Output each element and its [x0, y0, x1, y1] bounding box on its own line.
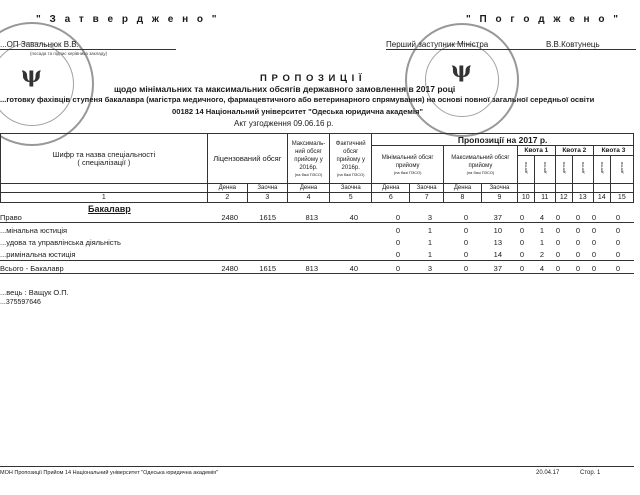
left-seal-emblem: ψ — [21, 62, 42, 88]
cell-c11: 1 — [539, 226, 544, 235]
cell-c6: 0 — [395, 264, 400, 273]
cell-c14: 0 — [591, 226, 596, 235]
row-label: ...римінальна юстиція — [0, 250, 76, 259]
cell-c7: 1 — [427, 238, 432, 247]
approval-title: " З а т в е р д ж е н о " — [36, 14, 220, 25]
agreement-signer-name: В.В.Ковтунець — [546, 40, 600, 49]
cell-c7: 1 — [427, 226, 432, 235]
cell-c8: 0 — [463, 226, 468, 235]
cell-c13: 0 — [575, 226, 580, 235]
cell-c11: 4 — [539, 264, 544, 273]
row-label: Право — [0, 213, 22, 222]
cell-c10: 0 — [519, 238, 524, 247]
cell-c8: 0 — [463, 213, 468, 222]
cell-c6: 0 — [395, 226, 400, 235]
cell-c12: 0 — [555, 226, 560, 235]
document-title: П Р О П О З И Ц І Ї — [260, 73, 363, 84]
cell-c6: 0 — [395, 213, 400, 222]
document-subtitle: щодо мінімальних та максимальних обсягів державного замовлення в 2017 році — [114, 84, 456, 94]
cell-c7: 3 — [427, 213, 432, 222]
agreement-title: " П о г о д ж е н о " — [466, 14, 621, 25]
cell-c9: 14 — [493, 250, 502, 259]
right-seal-emblem: ψ — [451, 57, 472, 83]
executor-name: ...вець : Ващук О.П. — [0, 288, 69, 297]
section-title: Бакалавр — [88, 204, 131, 214]
header-quota-2: Квота 2 — [555, 146, 593, 156]
cell-c14: 0 — [591, 213, 596, 222]
approval-act: Акт узгодження 09.06.16 р. — [234, 119, 334, 128]
cell-c5: 40 — [349, 264, 358, 273]
table-row — [0, 238, 634, 249]
cell-c3: 1615 — [259, 264, 276, 273]
cell-c3: 1615 — [259, 213, 276, 222]
cell-c13: 0 — [575, 238, 580, 247]
document-basis: ...готовку фахівців ступеня бакалавра (магістра медичного, фармацевтичного або ветеринарного спрямування) на основі повної загальної середньої освіти — [0, 95, 595, 104]
cell-c10: 0 — [519, 264, 524, 273]
footer-date: 20.04.17 — [536, 470, 560, 476]
approval-caption: (посада та підпис керівника закладу) — [30, 51, 108, 56]
header-min: Мінімальний обсяг прийому (на базі ПЗСО) — [372, 146, 444, 184]
header-quota-1: Квота 1 — [517, 146, 555, 156]
cell-c8: 0 — [463, 250, 468, 259]
cell-c14: 0 — [591, 264, 596, 273]
row-label: Всього - Бакалавр — [0, 264, 64, 273]
cell-c7: 3 — [427, 264, 432, 273]
cell-c7: 1 — [427, 250, 432, 259]
institution-name: 00182 14 Національний університет "Одеська юридична академія" — [172, 107, 423, 116]
cell-c9: 13 — [493, 238, 502, 247]
cell-c12: 0 — [555, 264, 560, 273]
cell-c13: 0 — [575, 264, 580, 273]
header-license: Ліцензований обсяг — [207, 134, 287, 184]
cell-c8: 0 — [463, 264, 468, 273]
header-quota-3: Квота 3 — [593, 146, 633, 156]
cell-c9: 37 — [493, 264, 502, 273]
header-day: Денна — [207, 184, 247, 193]
row-label: ...удова та управлінська діяльність — [0, 238, 121, 247]
executor-phone: ...375597646 — [0, 299, 41, 306]
header-proposals-2017: Пропозиції на 2017 р. — [372, 134, 634, 146]
cell-c13: 0 — [575, 250, 580, 259]
cell-c10: 0 — [519, 250, 524, 259]
cell-c5: 40 — [349, 213, 358, 222]
cell-c12: 0 — [555, 250, 560, 259]
cell-c15: 0 — [615, 213, 620, 222]
cell-c12: 0 — [555, 213, 560, 222]
cell-c14: 0 — [591, 250, 596, 259]
cell-c4: 813 — [305, 213, 318, 222]
approval-signer: ...ОП Завальнюк В.В. — [0, 40, 79, 49]
header-max: Максимальний обсяг прийому (на базі ПЗСО) — [444, 146, 518, 184]
table-row — [0, 226, 634, 237]
cell-c12: 0 — [555, 238, 560, 247]
cell-c2: 2480 — [221, 264, 238, 273]
row-label: ...мінальна юстиція — [0, 226, 68, 235]
cell-c11: 2 — [539, 250, 544, 259]
cell-c6: 0 — [395, 250, 400, 259]
cell-c8: 0 — [463, 238, 468, 247]
cell-c15: 0 — [615, 264, 620, 273]
cell-c10: 0 — [519, 226, 524, 235]
proposal-table-header: Шифр та назва спеціальності ( спеціалізації ) Ліцензований обсяг Максималь-ний обсяг прийому у 2016р. (на базі ПЗСО) Фактичний обсяг прийому у 2016р. (на базі ПЗСО) Пропозиції на 2017 р. Мінімальний обсяг прийому (на базі ПЗСО) Максимальний обсяг прийому (на базі ПЗСО) Квота 1 Квота 2 Квота 3 денна денна денна денна денна денна Денна Заочна Денна Заочна Денна Заочна Денна Заочна 1 2 3 4 5 6 7 8 9 10 11 12 13 14 15 — [0, 133, 634, 203]
header-max-2016: Максималь-ний обсяг прийому у 2016р. (на базі ПЗСО) — [287, 134, 329, 184]
cell-c4: 813 — [305, 264, 318, 273]
cell-c10: 0 — [519, 213, 524, 222]
header-specialty: Шифр та назва спеціальності ( спеціалізації ) — [1, 134, 208, 184]
cell-c15: 0 — [615, 226, 620, 235]
cell-c13: 0 — [575, 213, 580, 222]
cell-c9: 37 — [493, 213, 502, 222]
cell-c15: 0 — [615, 250, 620, 259]
cell-c11: 4 — [539, 213, 544, 222]
footer-left: МОН Пропозиції Прийом 14 Національний університет "Одеська юридична академія" — [0, 470, 219, 476]
cell-c9: 10 — [493, 226, 502, 235]
cell-c15: 0 — [615, 238, 620, 247]
footer-page: Стор. 1 — [580, 470, 601, 476]
header-part: Заочна — [247, 184, 287, 193]
cell-c6: 0 — [395, 238, 400, 247]
agreement-signer-post: Перший заступник Міністра — [386, 40, 489, 49]
cell-c14: 0 — [591, 238, 596, 247]
cell-c11: 1 — [539, 238, 544, 247]
column-number-row: 1 2 3 4 5 6 7 8 9 10 11 12 13 14 15 — [1, 193, 634, 203]
cell-c2: 2480 — [221, 213, 238, 222]
header-actual-2016: Фактичний обсяг прийому у 2016р. (на базі ПЗСО) — [330, 134, 372, 184]
